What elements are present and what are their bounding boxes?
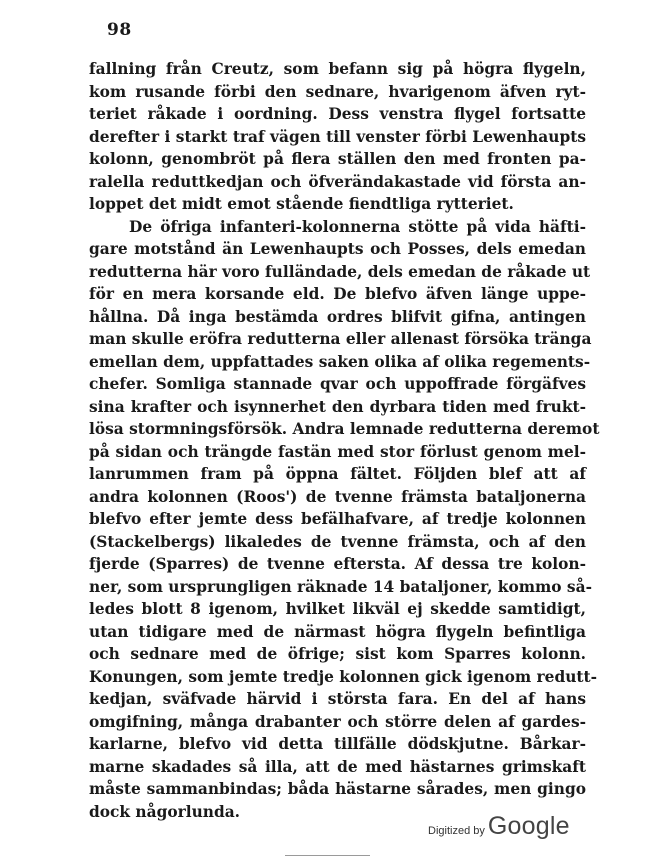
footer-rule xyxy=(285,855,370,856)
text-line: sina krafter och isynnerhet den dyrbara tiden med frukt- xyxy=(89,397,586,416)
page-number: 98 xyxy=(107,20,132,40)
text-line: hållna. Då inga bestämda ordres blifvit gifna, antingen xyxy=(89,307,586,326)
text-line: kedjan, sväfvade härvid i största fara. En del af hans xyxy=(89,690,586,708)
text-line: för en mera korsande eld. De blefvo äfven länge uppe- xyxy=(89,285,586,303)
text-line: dock någorlunda. xyxy=(89,802,241,821)
text-line: chefer. Somliga stannade qvar och uppoffrade förgäfves xyxy=(89,375,586,393)
text-line: man skulle eröfra redutterna eller allenast försöka tränga xyxy=(89,330,592,348)
text-line: andra kolonnen (Roos') de tvenne främsta bataljonerna xyxy=(89,487,586,506)
text-line: teriet råkade i oordning. Dess venstra flygel fortsatte xyxy=(89,105,586,123)
text-line: derefter i starkt traf vägen till venster förbi Lewenhaupts xyxy=(89,127,586,146)
text-line: emellan dem, uppfattades saken olika af olika regements- xyxy=(89,352,591,371)
text-line: lanrummen fram på öppna fältet. Följden blef att af xyxy=(89,465,586,483)
text-line: gare motstånd än Lewenhaupts och Posses, dels emedan xyxy=(89,240,586,258)
text-line: fjerde (Sparres) de tvenne eftersta. Af dessa tre kolon- xyxy=(89,555,586,573)
text-line: kolonn, genombröt på flera ställen den med fronten pa- xyxy=(89,150,586,168)
text-line: och sednare med de öfrige; sist kom Sparres kolonn. xyxy=(89,645,586,663)
text-line: på sidan och trängde fastän med stor förlust genom mel- xyxy=(89,442,586,461)
text-line: loppet det midt emot stående fiendtliga rytteriet. xyxy=(89,195,514,213)
text-line: marne skadades så illa, att de med hästarnes grimskaft xyxy=(89,757,586,776)
text-line: De öfriga infanteri-kolonnerna stötte på vida häfti- xyxy=(129,217,586,236)
text-line: måste sammanbindas; båda hästarne sårades, men gingo xyxy=(89,780,586,798)
body-text xyxy=(89,58,600,823)
google-logo: Google xyxy=(487,812,570,840)
text-line: kom rusande förbi den sednare, hvarigenom äfven ryt- xyxy=(89,82,586,101)
digitized-by-watermark xyxy=(428,812,570,841)
text-line: Konungen, som jemte tredje kolonnen gick igenom redutt- xyxy=(89,667,598,686)
text-line: ner, som ursprungligen räknade 14 bataljoner, kommo så- xyxy=(89,577,592,596)
text-line: karlarne, blefvo vid detta tillfälle dödskjutne. Bårkar- xyxy=(89,735,586,753)
text-line: fallning från Creutz, som befann sig på högra flygeln, xyxy=(89,60,586,78)
text-line: omgifning, många drabanter och större delen af gardes- xyxy=(89,712,586,731)
text-line: ralella reduttkedjan och öfverändakastade vid första an- xyxy=(89,172,586,191)
text-line: redutterna här voro fulländade, dels emedan de råkade ut xyxy=(89,262,591,281)
text-line: (Stackelbergs) likaledes de tvenne främsta, och af den xyxy=(89,532,586,551)
text-line: blefvo efter jemte dess befälhafvare, af tredje kolonnen xyxy=(89,510,586,528)
digitized-label: Digitized by xyxy=(428,825,485,837)
text-line: utan tidigare med de närmast högra flygeln befintliga xyxy=(89,622,586,641)
text-line: lösa stormningsförsök. Andra lemnade redutterna deremot xyxy=(89,420,600,438)
text-line: ledes blott 8 igenom, hvilket likväl ej skedde samtidigt, xyxy=(89,600,586,618)
